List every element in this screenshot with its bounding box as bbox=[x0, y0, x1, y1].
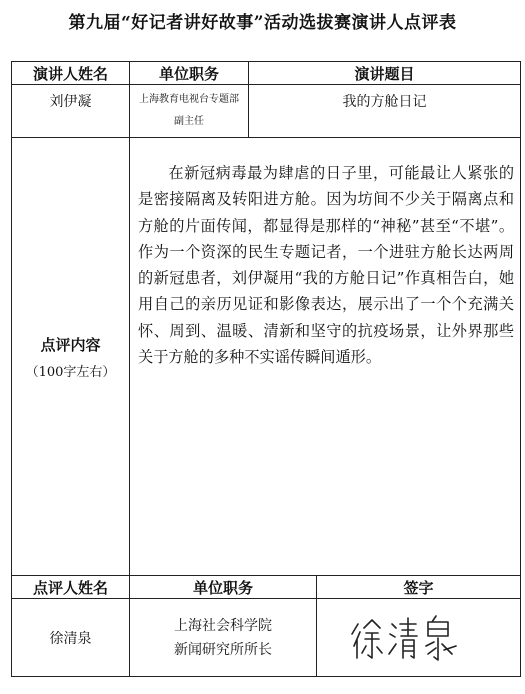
reviewer-position-line1: 上海社会科学院 bbox=[174, 617, 272, 634]
comment-label: 点评内容 bbox=[40, 335, 101, 354]
speaker-position-header: 单位职务 bbox=[130, 62, 249, 85]
comment-sublabel: （100字左右） bbox=[25, 364, 116, 380]
evaluation-table bbox=[11, 61, 521, 677]
comment-body-cell bbox=[130, 138, 521, 576]
reviewer-position-line2: 新闻研究所所长 bbox=[174, 641, 272, 658]
comment-label-cell bbox=[12, 138, 130, 576]
speaker-name-header: 演讲人姓名 bbox=[12, 62, 130, 85]
speech-topic: 我的方舱日记 bbox=[249, 85, 521, 138]
speaker-position: 上海教育电视台专题部副主任 bbox=[130, 85, 249, 138]
reviewer-name-header: 点评人姓名 bbox=[12, 576, 130, 599]
reviewer-position-cell bbox=[130, 599, 317, 677]
signature-cell bbox=[317, 599, 521, 677]
speech-topic-header: 演讲题目 bbox=[249, 62, 521, 85]
handwritten-signature bbox=[344, 606, 494, 666]
form-title: 第九届“好记者讲好故事”活动选拔赛演讲人点评表 bbox=[68, 13, 457, 33]
signature-header: 签字 bbox=[317, 576, 521, 599]
comment-text: 在新冠病毒最为肆虐的日子里，可能最让人紧张的是密接隔离及转阳进方舱。因为坊间不少关于隔离点和方舱的片面传闻，都显得是那样的“神秘”甚至“不堪”。作为一个资深的民生专题记者，一个进驻方舱长达两周的新冠患者，刘伊凝用“我的方舱日记”作真相告白，她用自己的亲历见证和影像表达，展示出了一个个充满关怀、周到、温暖、清新和坚守的抗疫场景，让外界那些关于方舱的多种不实谣传瞬间遁形。 bbox=[138, 164, 515, 367]
speaker-name: 刘伊凝 bbox=[12, 85, 130, 138]
reviewer-position-header: 单位职务 bbox=[130, 576, 317, 599]
reviewer-name: 徐清泉 bbox=[12, 599, 130, 677]
